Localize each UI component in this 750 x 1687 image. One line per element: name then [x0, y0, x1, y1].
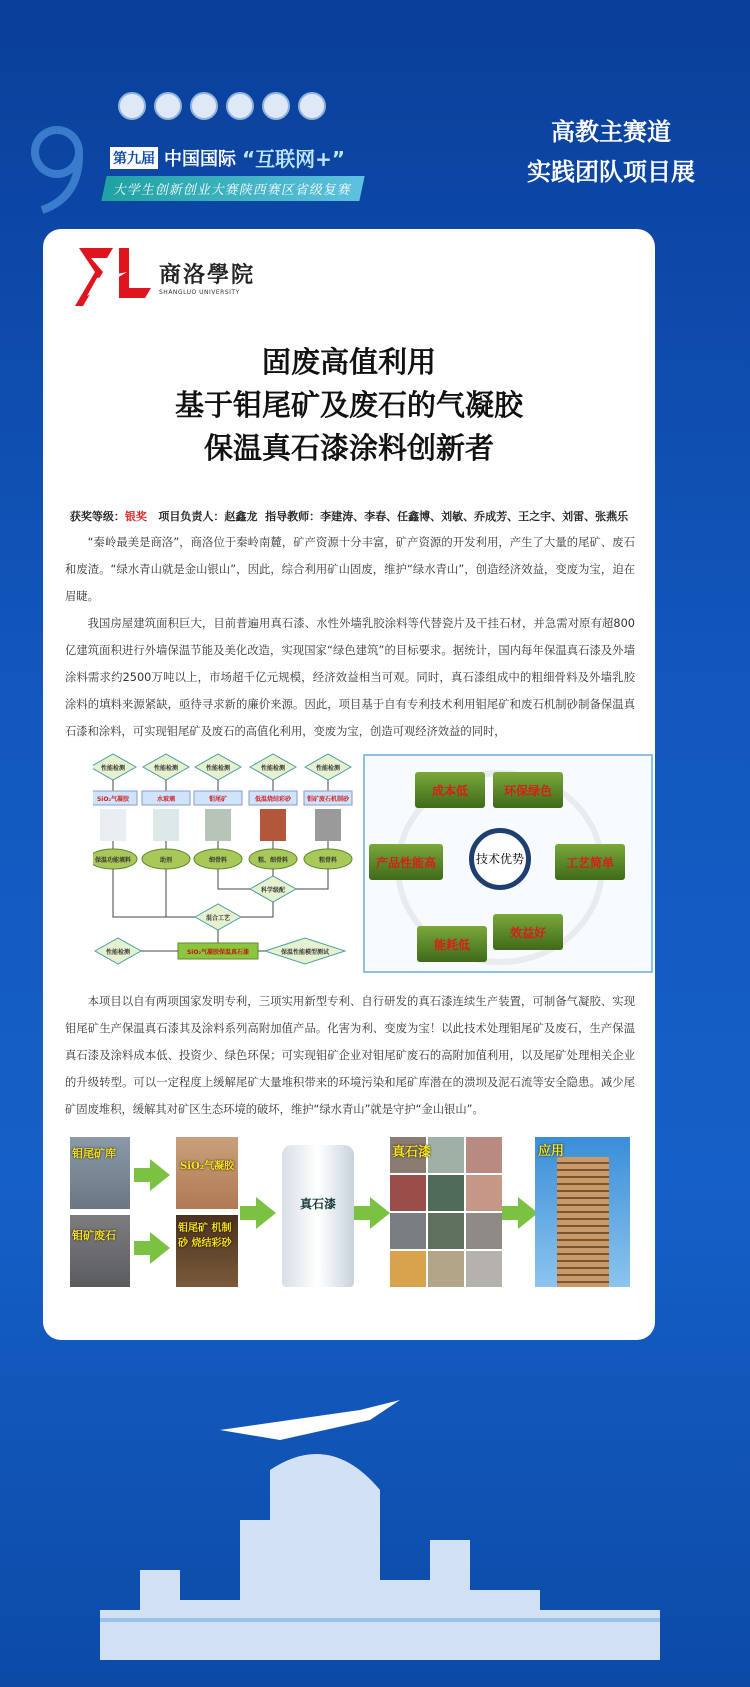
advantage-item: 产品性能高 — [369, 844, 443, 880]
material-photo — [153, 809, 179, 841]
test-label: 性能检测 — [315, 765, 341, 772]
connector-line — [218, 869, 250, 889]
product-label: 细骨料 — [208, 857, 228, 864]
connector-line — [296, 869, 328, 889]
leader-label: 项目负责人： — [158, 510, 225, 523]
award-label: 获奖等级： — [69, 510, 125, 523]
advantage-item: 效益好 — [493, 914, 563, 950]
award-info — [57, 508, 641, 524]
material-label: SiO₂气凝胶 — [96, 796, 130, 803]
university-name-en: SHANGLUO UNIVERSITY — [159, 289, 240, 296]
advantages-diagram — [363, 754, 653, 973]
track-title — [527, 112, 695, 192]
stone-paint-samples — [390, 1137, 502, 1287]
material-label: 钼矿废石机制砂 — [306, 796, 350, 803]
image-label: 钼尾矿库 — [72, 1147, 116, 1160]
edition: 第九届 — [110, 147, 158, 169]
track-line2: 实践团队项目展 — [527, 158, 695, 186]
tailings-image — [70, 1137, 130, 1287]
mixing-label: 混合工艺 — [205, 915, 231, 922]
image-label: 钼矿废石 — [72, 1229, 116, 1242]
intro-text — [65, 529, 635, 745]
competition-title — [110, 143, 345, 172]
material-photo — [205, 809, 231, 841]
insulation-test-label: 保温性能模型测试 — [280, 949, 330, 956]
logo-icon — [190, 92, 218, 120]
track-line1: 高教主赛道 — [551, 118, 671, 146]
grading-label: 科学级配 — [260, 887, 286, 894]
city-skyline-illustration — [100, 1370, 660, 1660]
logo-icon — [298, 92, 326, 120]
image-label: 应用 — [538, 1144, 565, 1159]
process-image-strip — [70, 1137, 630, 1287]
project-title — [43, 341, 655, 470]
title-line1: 固废高值利用 — [261, 345, 436, 379]
advantages-center: 技术优势 — [469, 828, 531, 890]
advantage-item: 能耗低 — [417, 926, 487, 962]
advantage-item: 成本低 — [415, 772, 485, 808]
logo-icon — [262, 92, 290, 120]
paragraph: 我国房屋建筑面积巨大，目前普遍用真石漆、水性外墙乳胶涂料等代替瓷片及干挂石材，并急需对原有超800亿建筑面积进行外墙保温节能及美化改造，实现国家“绿色建筑”的目标要求。据统计，国内每年保温真石漆及外墙涂料需求约2500万吨以上，市场超千亿元规模，经济效益相当可观。同时，真石漆组成中的粗细骨料及外墙乳胶涂料的填料来源紧缺，亟待寻求新的廉价来源。因此，项目基于自有专利技术利用钼尾矿和废石机制砂制备保温真石漆和涂料，可实现钼尾矿及废石的高值化利用，变废为宝，创造可观经济效益的同时， — [65, 617, 635, 738]
advisor-label: 指导教师： — [265, 510, 321, 523]
material-photo — [260, 809, 286, 841]
product-label: 助剂 — [159, 857, 173, 864]
competition-logos — [118, 92, 326, 120]
test-label: 性能检测 — [153, 765, 179, 772]
product-label: 粗骨料 — [318, 857, 338, 864]
material-photo — [315, 809, 341, 841]
product-label: 粗、细骨料 — [257, 857, 289, 864]
test-label: 性能检测 — [205, 765, 231, 772]
image-label: 真石漆 — [392, 1145, 432, 1160]
material-photo — [100, 809, 126, 841]
competition-subtitle: 大学生创新创业大赛陕西赛区省级复赛 — [101, 176, 364, 201]
university-logo — [75, 244, 255, 310]
paragraph: “秦岭最美是商洛”，商洛位于秦岭南麓，矿产资源十分丰富，矿产资源的开发利用，产生了大量的尾矿、废石和废渣。“绿水青山就是金山银山”，因此，综合利用矿山固废，维护“绿水青山”，创造经济效益，变废为宝，迫在眉睫。 — [65, 536, 635, 603]
test-label: 性能检测 — [105, 949, 131, 956]
material-label: 低温烧结彩砂 — [254, 796, 292, 803]
logo-icon — [154, 92, 182, 120]
university-name: 商洛學院 — [159, 262, 256, 288]
leader-value: 赵鑫龙 — [224, 510, 258, 523]
project-text — [65, 988, 635, 1123]
arrow-icon — [150, 1159, 170, 1191]
arrow-icon — [150, 1232, 170, 1264]
connector-line — [113, 869, 195, 917]
product-label: 保温功能填料 — [94, 857, 132, 864]
title-line2: 基于钼尾矿及废石的气凝胶 — [174, 388, 523, 422]
connector-line — [241, 902, 273, 917]
logo-icon — [118, 92, 146, 120]
material-label: 钼尾矿 — [208, 796, 228, 803]
image-label: SiO₂气凝胶 — [180, 1161, 235, 1172]
aerogel-sand-image — [176, 1137, 238, 1287]
card-body — [65, 529, 635, 1287]
nine-graphic-icon — [22, 122, 92, 217]
title-line3: 保温真石漆涂料创新者 — [203, 431, 494, 465]
university-emblem-icon — [75, 244, 153, 310]
arrow-icon — [256, 1197, 276, 1229]
diagrams-row — [65, 753, 635, 978]
process-flowchart — [93, 753, 355, 978]
award-value: 银奖 — [124, 510, 147, 523]
paragraph: 本项目以自有两项国家发明专利，三项实用新型专利、自行研发的真石漆连续生产装置，可制备气凝胶、实现钼尾矿生产保温真石漆其及涂料系列高附加值产品。化害为利、变废为宝！以此技术处理钼尾矿及废石，生产保温真石漆及涂料成本低、投资少、绿色环保；可实现钼矿企业对钼尾矿废石的高附加值利用，以及尾矿处理相关企业的升级转型。可以一定程度上缓解尾矿大量堆积带来的环境污染和尾矿库潜在的溃坝及泥石流等安全隐患。减少尾矿固废堆积，缓解其对矿区生态环境的破坏，维护“绿水青山”就是守护“金山银山”。 — [65, 995, 635, 1116]
image-label: 钼尾矿 机制砂 烧结彩砂 — [178, 1223, 232, 1249]
logo-icon — [226, 92, 254, 120]
arrow-icon — [370, 1197, 390, 1229]
paint-bucket-image — [282, 1145, 354, 1287]
content-card — [43, 229, 655, 1340]
competition-highlight: “互联网+” — [242, 147, 346, 171]
material-label: 水玻璃 — [156, 796, 176, 803]
final-product-label: SiO₂气凝胶保温真石漆 — [186, 949, 250, 956]
test-label: 性能检测 — [260, 765, 286, 772]
advantage-item: 工艺简单 — [555, 844, 625, 880]
advantage-item: 环保绿色 — [493, 772, 563, 808]
application-building-image — [535, 1137, 630, 1287]
advisor-value: 李建涛、李春、任鑫博、刘敏、乔成芳、王之宇、刘雷、张燕乐 — [320, 510, 629, 523]
image-label: 真石漆 — [300, 1197, 337, 1211]
test-label: 性能检测 — [100, 765, 126, 772]
competition-name: 中国国际 — [164, 148, 236, 170]
